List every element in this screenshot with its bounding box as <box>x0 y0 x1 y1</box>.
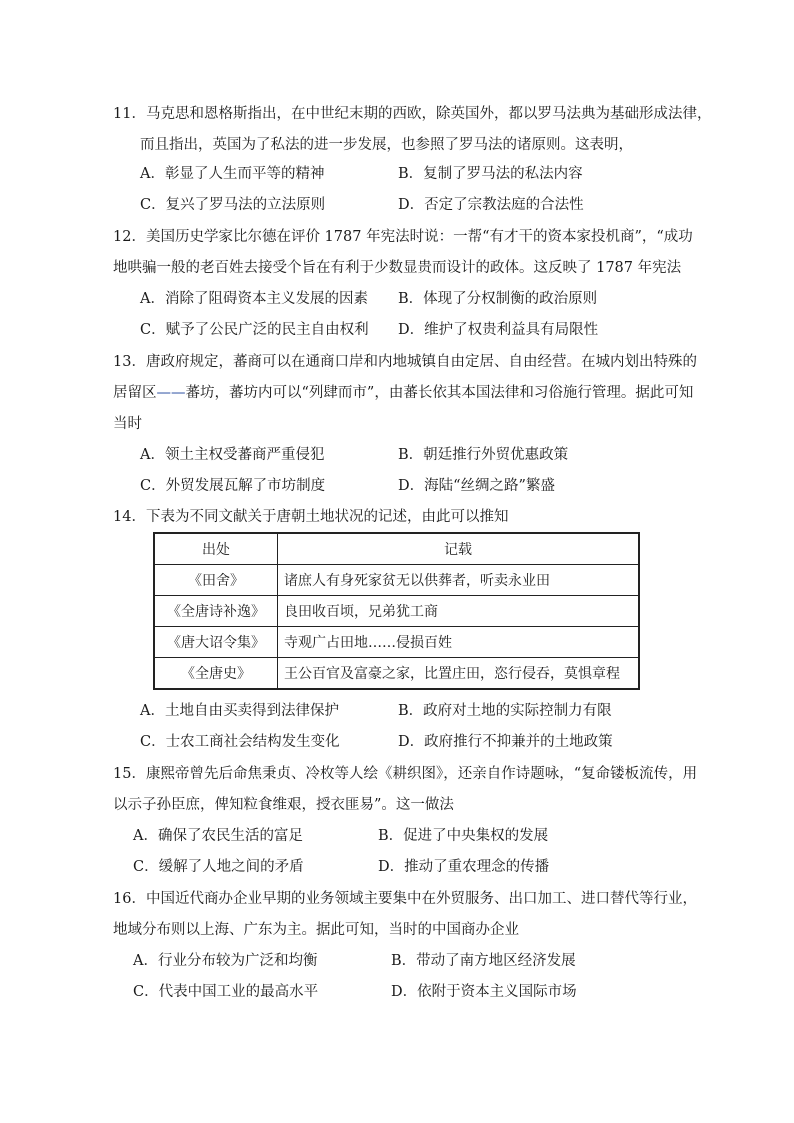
option-c[interactable]: C．缓解了人地之间的矛盾 <box>133 859 304 875</box>
question-15-options <box>133 821 673 883</box>
question-16 <box>113 884 697 946</box>
question-16-options <box>133 946 673 1008</box>
option-a[interactable]: A．彰显了人生而平等的精神 <box>140 166 325 182</box>
table-header-record: 记载 <box>278 533 640 565</box>
option-c[interactable]: C．士农工商社会结构发生变化 <box>140 734 340 750</box>
table-cell-source: 《全唐诗补逸》 <box>154 596 278 627</box>
question-15-stem-line-1: 15．康熙帝曾先后命焦秉贞、冷枚等人绘《耕织图》，还亲自作诗题咏，“复命镂板流传，用 <box>113 766 698 782</box>
table-cell-record: 良田收百顷，兄弟犹工商 <box>278 596 640 627</box>
question-11-options <box>140 159 680 221</box>
table-row <box>154 658 639 690</box>
question-14-options <box>140 696 680 758</box>
option-a[interactable]: A．行业分布较为广泛和均衡 <box>133 953 318 969</box>
option-b[interactable]: B．政府对土地的实际控制力有限 <box>398 703 612 719</box>
option-a[interactable]: A．领土主权受蕃商严重侵犯 <box>140 447 325 463</box>
option-c[interactable]: C．代表中国工业的最高水平 <box>133 984 319 1000</box>
option-c[interactable]: C．复兴了罗马法的立法原则 <box>140 197 326 213</box>
question-16-stem-line-1: 16．中国近代商办企业早期的业务领域主要集中在外贸服务、出口加工、进口替代等行业， <box>113 891 697 907</box>
question-15 <box>113 759 698 821</box>
option-b[interactable]: B．体现了分权制衡的政治原则 <box>398 291 598 307</box>
option-c[interactable]: C．外贸发展瓦解了市坊制度 <box>140 478 326 494</box>
option-d[interactable]: D．维护了权贵利益具有局限性 <box>398 322 599 338</box>
question-13-stem-line-1: 13．唐政府规定，蕃商可以在通商口岸和内地城镇自由定居、自由经营。在城内划出特殊的 <box>113 354 697 370</box>
option-b[interactable]: B．复制了罗马法的私法内容 <box>398 166 583 182</box>
option-d[interactable]: D．政府推行不抑兼并的土地政策 <box>398 734 613 750</box>
option-c[interactable]: C．赋予了公民广泛的民主自由权利 <box>140 322 369 338</box>
question-13-stem-line-3: 当时 <box>113 416 142 432</box>
option-d[interactable]: D．推动了重农理念的传播 <box>378 859 550 875</box>
option-d[interactable]: D．否定了宗教法庭的合法性 <box>398 197 584 213</box>
question-14-stem-line-1: 14．下表为不同文献关于唐朝土地状况的记述，由此可以推知 <box>113 509 509 525</box>
question-12-stem-line-2: 地哄骗一般的老百姓去接受个旨在有利于少数显贵而设计的政体。这反映了 1787 年宪法 <box>113 260 682 276</box>
dash-separator: —— <box>156 385 186 401</box>
table-cell-source: 《唐大诏令集》 <box>154 627 278 658</box>
table-cell-record: 寺观广占田地……侵损百姓 <box>278 627 640 658</box>
option-b[interactable]: B．带动了南方地区经济发展 <box>391 953 576 969</box>
option-b[interactable]: B．促进了中央集权的发展 <box>378 828 549 844</box>
table-row <box>154 627 639 658</box>
table-cell-record: 王公百官及富豪之家，比置庄田，恣行侵吞，莫惧章程 <box>278 658 640 690</box>
table-cell-source: 《田舍》 <box>154 565 278 596</box>
question-11-stem-line-2: 而且指出，英国为了私法的进一步发展，也参照了罗马法的诸原则。这表明， <box>140 137 633 153</box>
question-13-stem-line-2: 居留区——蕃坊，蕃坊内可以“列肆而市”，由蕃长依其本国法律和习俗施行管理。据此可知 <box>113 385 694 401</box>
option-a[interactable]: A．消除了阻碍资本主义发展的因素 <box>140 291 368 307</box>
question-12-stem-line-1: 12．美国历史学家比尔德在评价 1787 年宪法时说：一帮“有才干的资本家投机商”，“成功 <box>113 229 693 245</box>
option-d[interactable]: D．依附于资本主义国际市场 <box>391 984 577 1000</box>
option-a[interactable]: A．确保了农民生活的富足 <box>133 828 303 844</box>
table-header-row <box>154 533 639 565</box>
question-11 <box>113 99 712 161</box>
table-header-source: 出处 <box>154 533 278 565</box>
option-d[interactable]: D．海陆“丝绸之路”繁盛 <box>398 478 555 494</box>
question-11-stem-line-1: 11．马克思和恩格斯指出，在中世纪末期的西欧，除英国外，都以罗马法典为基础形成法律， <box>113 106 712 122</box>
source-table <box>153 532 640 690</box>
question-12-options <box>140 284 680 346</box>
question-13 <box>113 347 697 440</box>
question-16-stem-line-2: 地域分布则以上海、广东为主。据此可知，当时的中国商办企业 <box>113 922 519 938</box>
question-14 <box>113 502 693 533</box>
table-row <box>154 565 639 596</box>
question-12 <box>113 222 693 284</box>
table-cell-record: 诸庶人有身死家贫无以供葬者，听卖永业田 <box>278 565 640 596</box>
option-a[interactable]: A．土地自由买卖得到法律保护 <box>140 703 339 719</box>
table-row <box>154 596 639 627</box>
question-15-stem-line-2: 以示子孙臣庶，俾知粒食维艰，授衣匪易”。这一做法 <box>113 797 454 813</box>
table-cell-source: 《全唐史》 <box>154 658 278 690</box>
question-13-options <box>140 440 680 502</box>
option-b[interactable]: B．朝廷推行外贸优惠政策 <box>398 447 569 463</box>
